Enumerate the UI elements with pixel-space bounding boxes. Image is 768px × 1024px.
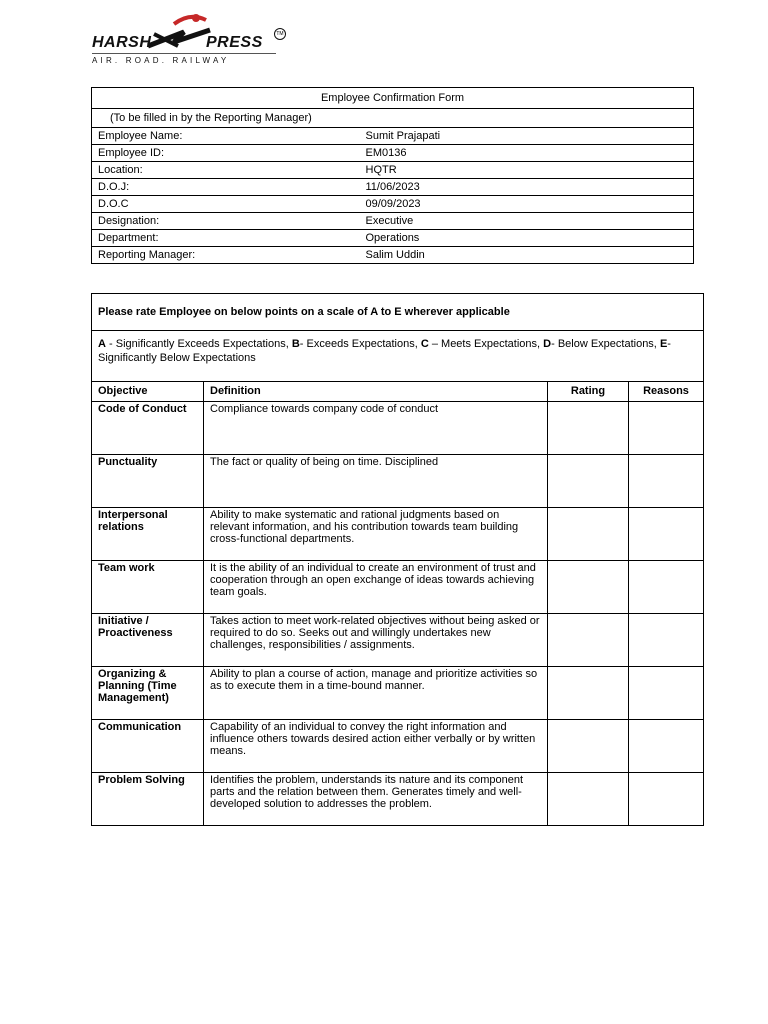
logo-right-word: PRESS [206,34,263,51]
field-row-department [92,230,694,247]
definition-cell: Ability to make systematic and rational judgments based on relevant information, and his contribution towards team building cross-functional departments. [204,508,548,561]
objective-cell: Problem Solving [92,773,204,826]
field-row-reporting-manager [92,247,694,264]
field-value: Salim Uddin [346,247,694,264]
column-header-definition: Definition [204,382,548,402]
logo-divider [92,53,276,54]
form-subtitle: (To be filled in by the Reporting Manager) [92,109,694,128]
column-header-reasons: Reasons [629,382,704,402]
scale-key-a: A [98,338,106,350]
field-label: Reporting Manager: [92,247,346,264]
field-value: Sumit Prajapati [346,128,694,145]
reasons-cell[interactable] [629,455,704,508]
scale-key-d: D [543,338,552,350]
scale-text-a: - Significantly Exceeds Expectations, [105,338,292,350]
rating-cell[interactable] [548,667,629,720]
column-header-objective: Objective [92,382,204,402]
reasons-cell[interactable] [629,561,704,614]
definition-cell: The fact or quality of being on time. Disciplined [204,455,548,508]
rating-cell[interactable] [548,773,629,826]
objective-cell: Team work [92,561,204,614]
logo-trademark: TM [274,28,286,40]
objective-cell: Punctuality [92,455,204,508]
reasons-cell[interactable] [629,614,704,667]
rating-cell[interactable] [548,455,629,508]
table-row [92,773,704,826]
field-label: Location: [92,162,346,179]
rating-header-row [92,382,704,402]
field-label: Designation: [92,213,346,230]
field-row-doj [92,179,694,196]
company-logo [88,12,288,68]
definition-cell: Ability to plan a course of action, manage and prioritize activities so as to execute them in a time-bound manner. [204,667,548,720]
scale-text-b: - Exceeds Expectations, [299,338,421,350]
rating-cell[interactable] [548,402,629,455]
scale-key-e: E [659,338,668,350]
objective-cell: Interpersonal relations [92,508,204,561]
field-value: 09/09/2023 [346,196,694,213]
logo-runner-icon [144,12,214,52]
rating-table [91,293,704,826]
field-row-employee-name [92,128,694,145]
objective-cell: Code of Conduct [92,402,204,455]
logo-tagline: AIR. ROAD. RAILWAY [92,56,230,65]
field-value: 11/06/2023 [346,179,694,196]
field-row-doc [92,196,694,213]
objective-cell: Communication [92,720,204,773]
table-row [92,561,704,614]
field-value: Executive [346,213,694,230]
scale-text-e: - Significantly Below Expectations [98,338,671,364]
form-title: Employee Confirmation Form [92,88,694,109]
field-label: D.O.J: [92,179,346,196]
field-label: Employee ID: [92,145,346,162]
definition-cell: It is the ability of an individual to create an environment of trust and cooperation through an open exchange of ideas towards achieving team goals. [204,561,548,614]
table-row [92,455,704,508]
definition-cell: Takes action to meet work-related objectives without being asked or required to do so. Seeks out and willingly undertakes new challenges, responsibilities / assignments. [204,614,548,667]
field-value: EM0136 [346,145,694,162]
scale-key-b: B [291,338,300,350]
table-row [92,667,704,720]
scale-text-c: – Meets Expectations, [428,338,544,350]
field-label: Department: [92,230,346,247]
rating-cell[interactable] [548,561,629,614]
rating-instruction: Please rate Employee on below points on a scale of A to E wherever applicable [92,294,704,331]
table-row [92,720,704,773]
table-row [92,402,704,455]
reasons-cell[interactable] [629,402,704,455]
field-row-designation [92,213,694,230]
definition-cell: Identifies the problem, understands its nature and its component parts and the relation between them. Generates timely and well-developed solution to addresses the problem. [204,773,548,826]
scale-text-d: - Below Expectations, [551,338,660,350]
column-header-rating: Rating [548,382,629,402]
reasons-cell[interactable] [629,667,704,720]
rating-cell[interactable] [548,720,629,773]
rating-cell[interactable] [548,508,629,561]
reasons-cell[interactable] [629,773,704,826]
scale-key-c: C [420,338,429,350]
table-row [92,508,704,561]
field-label: D.O.C [92,196,346,213]
field-row-employee-id [92,145,694,162]
reasons-cell[interactable] [629,720,704,773]
field-value: HQTR [346,162,694,179]
field-row-location [92,162,694,179]
objective-cell: Initiative / Proactiveness [92,614,204,667]
logo-left-word: HARSH [92,34,152,51]
table-row [92,614,704,667]
objective-cell: Organizing & Planning (Time Management) [92,667,204,720]
definition-cell: Compliance towards company code of conduct [204,402,548,455]
field-label: Employee Name: [92,128,346,145]
rating-cell[interactable] [548,614,629,667]
definition-cell: Capability of an individual to convey the right information and influence others towards desired action either verbally or by written means. [204,720,548,773]
rating-scale-legend [92,331,704,382]
employee-info-table [91,87,694,264]
reasons-cell[interactable] [629,508,704,561]
field-value: Operations [346,230,694,247]
